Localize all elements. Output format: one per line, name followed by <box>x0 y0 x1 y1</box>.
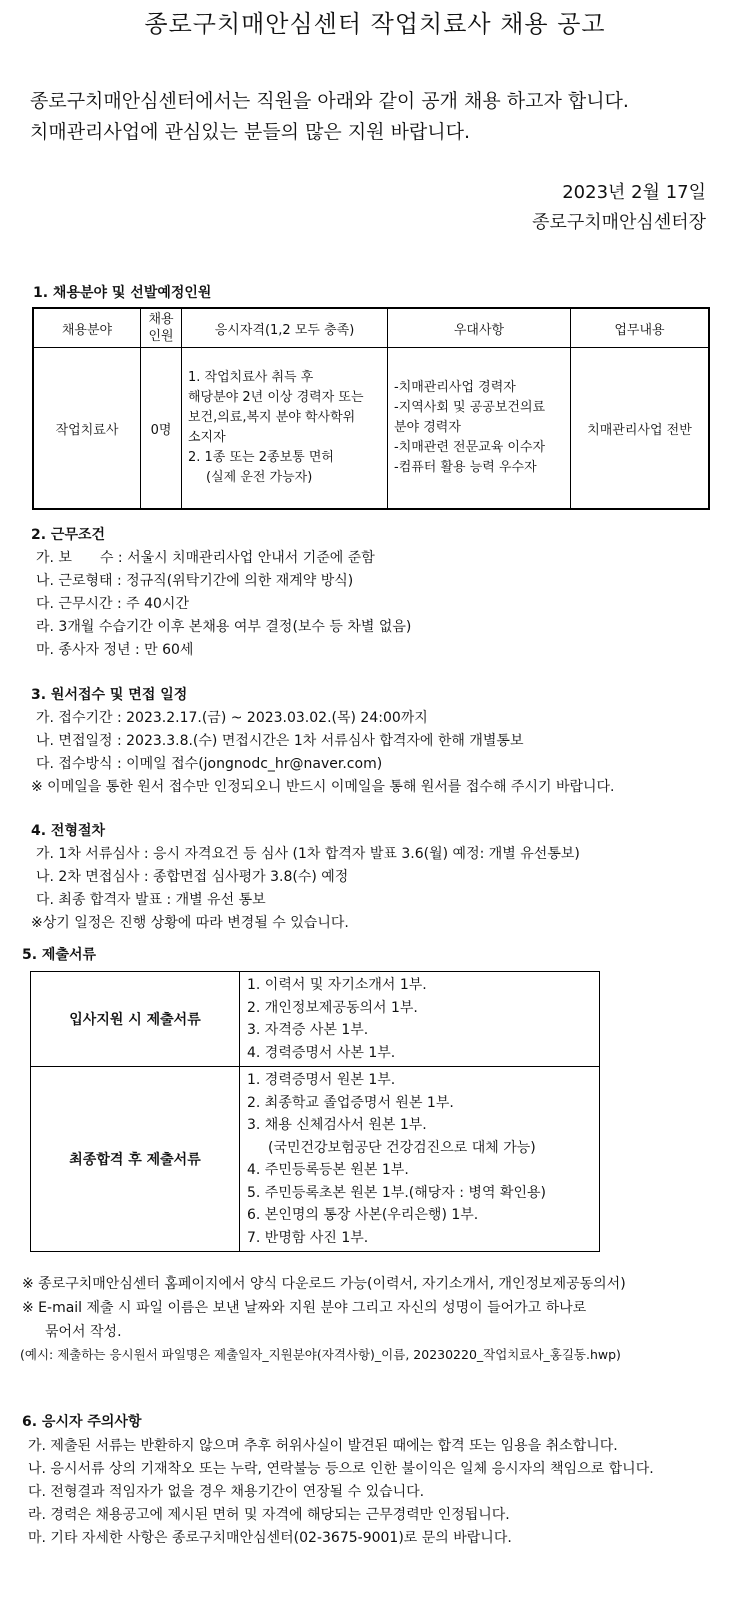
caution-line: 가. 제출된 서류는 반환하지 않으며 추후 허위사실이 발견된 때에는 합격 또는 임용을 취소합니다. <box>28 1438 618 1454</box>
document-note: ※ 종로구치매안심센터 홈페이지에서 양식 다운로드 가능(이력서, 자기소개서, 개인정보제공동의서) <box>22 1276 626 1292</box>
process-note: ※상기 일정은 진행 상황에 따라 변경될 수 있습니다. <box>31 915 349 931</box>
caution-line: 마. 기타 자세한 사항은 종로구치매안심센터(02-3675-9001)로 문의 바랍니다. <box>28 1530 512 1546</box>
list-item: 5. 주민등록초본 원본 1부.(해당자 : 병역 확인용) <box>247 1184 546 1201</box>
list-item: 1. 경력증명서 원본 1부. <box>247 1072 396 1088</box>
header-qualifications: 응시자격(1,2 모두 충족) <box>182 308 388 348</box>
list-item: 6. 본인명의 통장 사본(우리은행) 1부. <box>247 1207 479 1223</box>
qualification-line: 해당분야 2년 이상 경력자 또는 <box>188 390 364 405</box>
final-docs-list <box>240 1067 600 1252</box>
schedule-note: ※ 이메일을 통한 원서 접수만 인정되오니 반드시 이메일을 통해 원서를 접수해 주시기 바랍니다. <box>31 779 615 795</box>
count-cell: 0명 <box>141 348 182 510</box>
duty-cell: 치매관리사업 전반 <box>571 348 710 510</box>
qualification-line: (실제 운전 가능자) <box>206 470 313 485</box>
table-row <box>33 348 709 510</box>
preference-line: -치매관리사업 경력자 <box>394 380 516 395</box>
schedule-line: 다. 접수방식 : 이메일 접수(jongnodc_hr@naver.com) <box>36 756 383 772</box>
field-cell: 작업치료사 <box>33 348 141 510</box>
notice-issuer: 종로구치매안심센터장 <box>532 212 706 233</box>
schedule-line: 나. 면접일정 : 2023.3.8.(수) 면접시간은 1차 서류심사 합격자에 한해 개별통보 <box>36 733 524 749</box>
condition-line: 다. 근무시간 : 주 40시간 <box>36 596 189 612</box>
table-row <box>31 972 600 1067</box>
section4-heading: 4. 전형절차 <box>31 823 106 839</box>
table-header-row <box>33 308 709 348</box>
list-item: 2. 개인정보제공동의서 1부. <box>247 999 418 1016</box>
list-item: 3. 자격증 사본 1부. <box>247 1022 369 1038</box>
process-line: 다. 최종 합격자 발표 : 개별 유선 통보 <box>36 892 266 908</box>
caution-line: 다. 전형결과 적임자가 없을 경우 채용기간이 연장될 수 있습니다. <box>28 1484 425 1500</box>
list-item: (국민건강보험공단 건강검진으로 대체 가능) <box>268 1139 536 1156</box>
header-duties: 업무내용 <box>571 308 710 348</box>
intro-line-1: 종로구치매안심센터에서는 직원을 아래와 같이 공개 채용 하고자 합니다. <box>30 90 629 112</box>
list-item: 3. 채용 신체검사서 원본 1부. <box>247 1117 427 1133</box>
intro-line-2: 치매관리사업에 관심있는 분들의 많은 지원 바랍니다. <box>30 121 471 143</box>
condition-line: 마. 종사자 정년 : 만 60세 <box>36 642 194 658</box>
final-docs-label: 최종합격 후 제출서류 <box>31 1067 240 1252</box>
condition-line: 나. 근로형태 : 정규직(위탁기간에 의한 재계약 방식) <box>36 573 354 589</box>
condition-line: 라. 3개월 수습기간 이후 본채용 여부 결정(보수 등 차별 없음) <box>36 619 412 635</box>
list-item: 7. 반명함 사진 1부. <box>247 1229 369 1246</box>
header-field: 채용분야 <box>33 308 141 348</box>
application-docs-list <box>240 972 600 1067</box>
list-item: 4. 경력증명서 사본 1부. <box>247 1044 396 1061</box>
preferences-cell <box>388 348 571 510</box>
table-row <box>31 1067 600 1252</box>
caution-line: 나. 응시서류 상의 기재착오 또는 누락, 연락불능 등으로 인한 불이익은 일체 응시자의 책임으로 합니다. <box>28 1461 654 1477</box>
header-preferences: 우대사항 <box>388 308 571 348</box>
list-item: 4. 주민등록등본 원본 1부. <box>247 1162 409 1178</box>
preference-line: 분야 경력자 <box>394 420 461 435</box>
qualification-line: 소지자 <box>188 430 226 445</box>
section5-heading: 5. 제출서류 <box>22 947 97 963</box>
document-note: ※ E-mail 제출 시 파일 이름은 보낸 날짜와 지원 분야 그리고 자신의 성명이 들어가고 하나로 <box>22 1300 587 1316</box>
recruitment-table <box>32 307 710 510</box>
preference-line: -치매관련 전문교육 이수자 <box>394 440 546 455</box>
qualification-line: 1. 작업치료사 취득 후 <box>188 370 314 385</box>
list-item: 2. 최종학교 졸업증명서 원본 1부. <box>247 1094 454 1111</box>
condition-line: 가. 보 수 : 서울시 치매관리사업 안내서 기준에 준함 <box>36 550 375 566</box>
qualification-line: 보건,의료,복지 분야 학사학위 <box>188 410 356 425</box>
qualifications-cell <box>182 348 388 510</box>
caution-line: 라. 경력은 채용공고에 제시된 면허 및 자격에 해당되는 근무경력만 인정됩니다. <box>28 1507 510 1523</box>
schedule-line: 가. 접수기간 : 2023.2.17.(금) ~ 2023.03.02.(목) 24:00까지 <box>36 710 428 726</box>
section1-heading: 1. 채용분야 및 선발예정인원 <box>33 285 212 301</box>
page-title: 종로구치매안심센터 작업치료사 채용 공고 <box>144 10 606 38</box>
section2-heading: 2. 근무조건 <box>31 527 106 543</box>
application-docs-label: 입사지원 시 제출서류 <box>31 972 240 1067</box>
section6-heading: 6. 응시자 주의사항 <box>22 1414 142 1430</box>
section3-heading: 3. 원서접수 및 면접 일정 <box>31 687 188 703</box>
preference-line: -지역사회 및 공공보건의료 <box>394 400 546 415</box>
filename-example: (예시: 제출하는 응시원서 파일명은 제출일자_지원분야(자격사항)_이름, 20230220_작업치료사_홍길동.hwp) <box>20 1347 621 1362</box>
qualification-line: 2. 1종 또는 2종보통 면허 <box>188 450 334 465</box>
list-item: 1. 이력서 및 자기소개서 1부. <box>247 977 427 993</box>
notice-date: 2023년 2월 17일 <box>562 182 706 203</box>
documents-table <box>30 971 600 1252</box>
process-line: 나. 2차 면접심사 : 종합면접 심사평가 3.8(수) 예정 <box>36 869 349 885</box>
preference-line: -컴퓨터 활용 능력 우수자 <box>394 460 537 475</box>
process-line: 가. 1차 서류심사 : 응시 자격요건 등 심사 (1차 합격자 발표 3.6(월) 예정: 개별 유선통보) <box>36 846 580 862</box>
header-count: 채용 인원 <box>141 308 182 348</box>
document-note: 묶어서 작성. <box>45 1324 122 1340</box>
